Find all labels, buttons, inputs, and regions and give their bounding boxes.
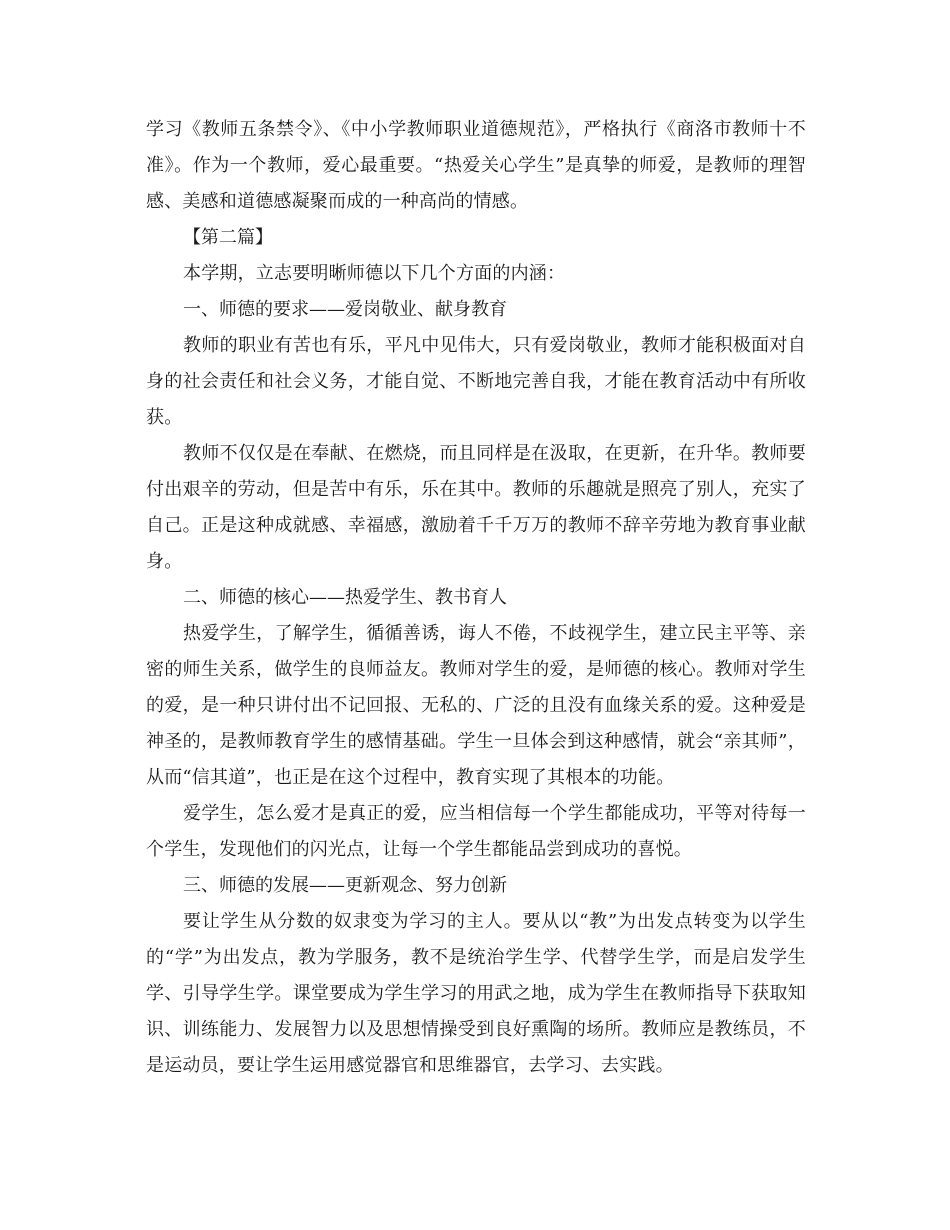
heading-core: 二、师德的核心——热爱学生、教书育人	[183, 587, 507, 608]
paragraph-semester-goal: 本学期，立志要明晰师德以下几个方面的内涵：	[183, 263, 566, 284]
paragraph-dedication: 教师不仅仅是在奉献、在燃烧，而且同样是在汲取，在更新，在升华。教师要付出艰辛的劳动，但是苦中有乐，乐在其中。教师的乐趣就是照亮了别人，充实了自己。正是这种成就感、幸福感，激励着千千万万的教师不辞辛劳地为教育事业献身。	[146, 443, 806, 572]
paragraph-true-love: 爱学生，怎么爱才是真正的爱，应当相信每一个学生都能成功，平等对待每一个学生，发现他们的闪光点，让每一个学生都能品尝到成功的喜悦。	[146, 803, 806, 860]
paragraph-love-students: 热爱学生，了解学生，循循善诱，诲人不倦，不歧视学生，建立民主平等、亲密的师生关系，做学生的良师益友。教师对学生的爱，是师德的核心。教师对学生的爱，是一种只讲付出不记回报、无私的、广泛的且没有血缘关系的爱。这种爱是神圣的，是教师教育学生的感情基础。学生一旦体会到这种感情，就会“亲其师”，从而“信其道”，也正是在这个过程中，教育实现了其根本的功能。	[146, 623, 806, 788]
document-page	[146, 112, 806, 1084]
heading-development: 三、师德的发展——更新观念、努力创新	[183, 875, 507, 896]
paragraph-intro-continued: 学习《教师五条禁令》、《中小学教师职业道德规范》，严格执行《商洛市教师十不准》。作为一个教师，爱心最重要。“热爱关心学生”是真挚的师爱，是教师的理智感、美感和道德感凝聚而成的一种高尚的情感。	[146, 119, 806, 212]
paragraph-profession: 教师的职业有苦也有乐，平凡中见伟大，只有爱岗敬业，教师才能积极面对自身的社会责任和社会义务，才能自觉、不断地完善自我，才能在教育活动中有所收获。	[146, 335, 806, 428]
paragraph-innovation: 要让学生从分数的奴隶变为学习的主人。要从以“教”为出发点转变为以学生的“学”为出发点，教为学服务，教不是统治学生学、代替学生学，而是启发学生学、引导学生学。课堂要成为学生学习的用武之地，成为学生在教师指导下获取知识、训练能力、发展智力以及思想情操受到良好熏陶的场所。教师应是教练员，不是运动员，要让学生运用感觉器官和思维器官，去学习、去实践。	[146, 911, 806, 1076]
heading-requirement: 一、师德的要求——爱岗敬业、献身教育	[183, 299, 507, 320]
section-title: 【第二篇】	[183, 227, 273, 248]
